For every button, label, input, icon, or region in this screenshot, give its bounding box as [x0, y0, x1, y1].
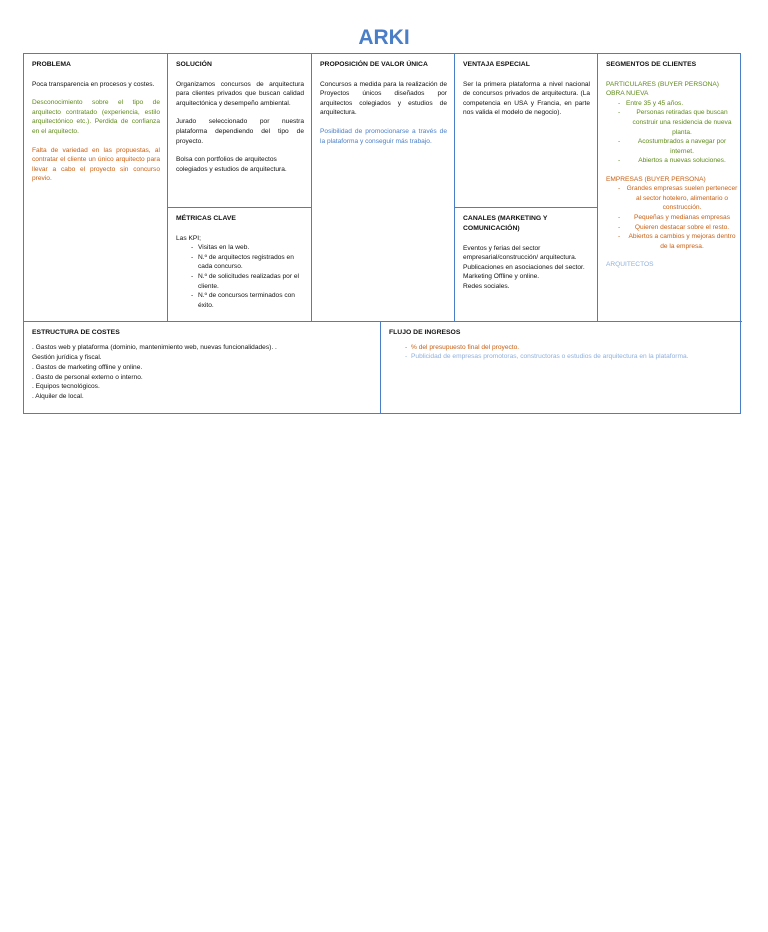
ingresos-cell	[381, 322, 740, 413]
propuesta-cell	[312, 54, 455, 322]
list-item: Eventos y ferias del sector empresarial/construcción/ arquitectura.	[463, 244, 577, 262]
solucion-text-1: Organizamos concursos de arquitectura para clientes privados que buscan calidad arquitectónica y desempeño ambiental.	[176, 80, 304, 107]
costes-heading: ESTRUCTURA DE COSTES	[32, 329, 120, 336]
problema-text-3: Falta de variedad en las propuestas, al contratar el cliente un único arquitecto para llevar a cabo el proyecto sin concurso previo.	[32, 146, 160, 183]
ventaja-text-1: Ser la primera plataforma a nivel nacional de concursos privados de arquitectura. (La competencia en USA y Francia, en parte nos valida el modelo de negocio).	[463, 80, 590, 117]
list-item: - Personas retiradas que buscan construir una residencia de nueva planta.	[606, 108, 738, 137]
list-item: Redes sociales.	[463, 282, 510, 290]
list-item: - Entre 35 y 45 años.	[606, 99, 738, 109]
ingresos-heading: FLUJO DE INGRESOS	[389, 329, 461, 336]
metricas-cell	[168, 208, 312, 322]
list-item: . Alquiler de local.	[32, 393, 84, 401]
list-item: - Acostumbrados a navegar por internet.	[606, 137, 738, 156]
list-item: . Gastos web y plataforma (dominio, mantenimiento web, nuevas funcionalidades). . Gestión jurídica y fiscal.	[32, 343, 277, 361]
list-item: - % del presupuesto final del proyecto.	[389, 343, 733, 353]
solucion-text-3: Bolsa con portfolios de arquitectos colegiados y estudios de arquitectura.	[176, 156, 287, 173]
arquitectos-title: ARQUITECTOS	[606, 261, 654, 269]
solucion-heading: SOLUCIÓN	[176, 61, 212, 68]
list-item: - N.º de arquitectos registrados en cada concurso.	[176, 253, 304, 272]
costes-cell	[24, 322, 381, 413]
metricas-heading: MÉTRICAS CLAVE	[176, 215, 236, 222]
segmentos-cell	[598, 54, 742, 322]
canales-heading: CANALES (MARKETING Y COMUNICACIÓN)	[463, 215, 548, 232]
list-item: - Pequeñas y medianas empresas	[606, 213, 738, 223]
metricas-list	[176, 243, 304, 310]
metricas-intro: Las KPI;	[176, 234, 201, 242]
ventaja-cell	[455, 54, 598, 208]
list-item: . Gastos de marketing offline y online.	[32, 363, 143, 371]
list-item: - Publicidad de empresas promotoras, constructoras o estudios de arquitectura en la plataforma.	[389, 352, 733, 362]
segmentos-heading: SEGMENTOS DE CLIENTES	[606, 61, 697, 68]
propuesta-heading: PROPOSICIÓN DE VALOR ÚNICA	[320, 61, 428, 68]
problema-text-1: Poca transparencia en procesos y costes.	[32, 80, 155, 88]
canales-list	[463, 244, 590, 292]
ventaja-heading: VENTAJA ESPECIAL	[463, 61, 530, 68]
solucion-cell	[168, 54, 312, 208]
solucion-text-2: Jurado seleccionado por nuestra plataforma dependiendo del tipo de proyecto.	[176, 118, 304, 145]
list-item: . Gasto de personal externo o interno.	[32, 373, 143, 381]
canales-cell	[455, 208, 598, 322]
list-item: Marketing Offline y online.	[463, 273, 540, 281]
list-item: - N.º de concursos terminados con éxito.	[176, 291, 304, 310]
particulares-list	[606, 99, 738, 166]
particulares-title: PARTICULARES (BUYER PERSONA) OBRA NUEVA	[606, 80, 719, 98]
problema-heading: PROBLEMA	[32, 61, 71, 68]
list-item: Publicaciones en asociaciones del sector.	[463, 263, 585, 271]
lean-canvas	[23, 53, 741, 414]
propuesta-text-2: Posibilidad de promocionarse a través de la plataforma y conseguir más trabajo.	[320, 128, 447, 145]
list-item: . Equipos tecnológicos.	[32, 383, 100, 391]
propuesta-text-1: Concursos a medida para la realización de Proyectos únicos diseñados por arquitectos colegiados y estudios de arquitectura.	[320, 80, 447, 117]
empresas-list	[606, 184, 738, 251]
empresas-title: EMPRESAS (BUYER PERSONA)	[606, 175, 706, 183]
list-item: - Visitas en la web.	[176, 243, 304, 253]
list-item: - Abiertos a nuevas soluciones.	[606, 156, 738, 166]
list-item: - Quieren destacar sobre el resto.	[606, 223, 738, 233]
list-item: - N.º de solicitudes realizadas por el cliente.	[176, 272, 304, 291]
list-item: - Abiertos a cambios y mejoras dentro de la empresa.	[606, 232, 738, 251]
list-item: - Grandes empresas suelen pertenecer al sector hotelero, alimentario o construcción.	[606, 184, 738, 213]
problema-text-2: Desconocimiento sobre el tipo de arquitecto contratado (experiencia, estilo arquitectónico etc.). Perdida de confianza en el arquitecto.	[32, 99, 160, 136]
page-title: ARKI	[358, 26, 410, 49]
ingresos-list	[389, 343, 733, 362]
costes-list	[32, 343, 373, 402]
problema-cell	[24, 54, 168, 322]
